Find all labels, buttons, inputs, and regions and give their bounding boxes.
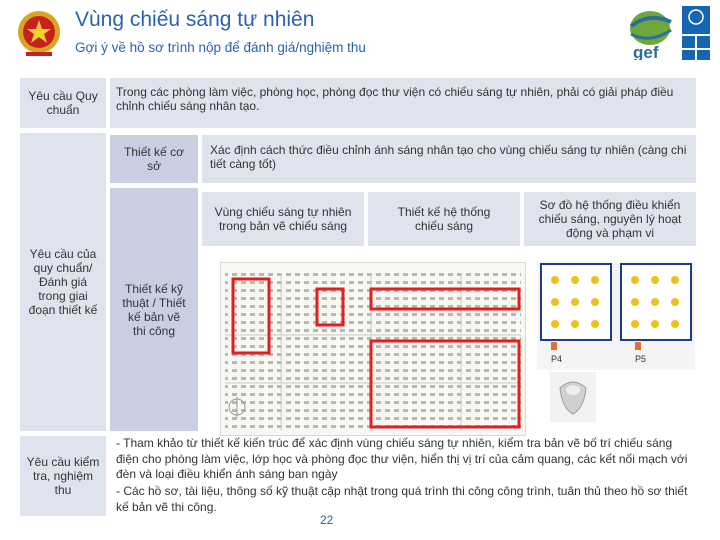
- diagram-label-p4: P4: [551, 354, 563, 364]
- requirement-text: Trong các phòng làm việc, phòng học, phòng đọc thư viện có chiếu sáng tự nhiên, phải có giải pháp điều chỉnh chiếu sáng nhân tạo.: [116, 85, 674, 113]
- col1-header-cell: [202, 192, 364, 246]
- lighting-control-diagram: [537, 262, 695, 370]
- diagram-label-p5: P5: [635, 354, 647, 364]
- col3-header-cell: [524, 192, 696, 246]
- col2-header: Thiết kế hệ thống chiếu sáng: [397, 205, 491, 233]
- basic-design-label-cell: [110, 135, 198, 183]
- inspection-text-2: - Các hồ sơ, tài liệu, thông số kỹ thuật cập nhật trong quá trình thi công công trình, tuân thủ theo hồ sơ thiết kế bản vẽ thi công.: [116, 484, 688, 514]
- lighting-floor-plan: [220, 262, 526, 436]
- basic-design-label: Thiết kế cơ sở: [124, 145, 184, 173]
- svg-text:gef: gef: [633, 43, 659, 60]
- requirement-label-cell: [20, 78, 106, 128]
- col2-header-cell: [368, 192, 520, 246]
- gef-logo: [625, 8, 675, 60]
- light-sensor-image: [550, 372, 596, 422]
- technical-design-label-cell: [110, 188, 198, 431]
- undp-logo: [680, 4, 712, 62]
- inspection-text-cell: [110, 436, 696, 516]
- basic-design-text-cell: [202, 135, 696, 183]
- page-number: 22: [320, 513, 334, 527]
- col3-header: Sơ đồ hệ thống điều khiển chiếu sáng, nguyên lý hoạt động và phạm vi: [538, 198, 682, 240]
- inspection-text-1: - Tham khảo từ thiết kế kiến trúc để xác định vùng chiếu sáng tự nhiên, kiểm tra bản vẽ bố trí chiếu sáng điện cho phòng làm việc, lớp học và phòng đọc thư viện, hiển thị vị trí của cảm quang, các kết nối mạch với đèn và loại điều khiển ánh sáng ban ngày: [116, 436, 688, 481]
- col1-header: Vùng chiếu sáng tự nhiên trong bản vẽ chiếu sáng: [214, 205, 352, 233]
- technical-design-label: Thiết kế kỹ thuật / Thiết kế bản vẽ thi công: [122, 281, 186, 338]
- design-stage-label-cell: [20, 133, 106, 431]
- requirement-text-cell: [110, 78, 696, 128]
- page-subtitle: Gợi ý về hồ sơ trình nộp để đánh giá/nghiệm thu: [75, 40, 366, 55]
- design-stage-label: Yêu cầu của quy chuẩn/ Đánh giá trong giai đoạn thiết kế: [28, 247, 98, 317]
- inspection-label-cell: [20, 436, 106, 516]
- requirement-label: Yêu cầu Quy chuẩn: [28, 89, 98, 117]
- inspection-label: Yêu cầu kiểm tra, nghiệm thu: [26, 455, 100, 497]
- page-title: Vùng chiếu sáng tự nhiên: [75, 8, 315, 31]
- national-emblem-icon: [16, 8, 62, 60]
- basic-design-text: Xác định cách thức điều chỉnh ánh sáng nhân tạo cho vùng chiếu sáng tự nhiên (càng chi tiết càng tốt): [210, 143, 687, 171]
